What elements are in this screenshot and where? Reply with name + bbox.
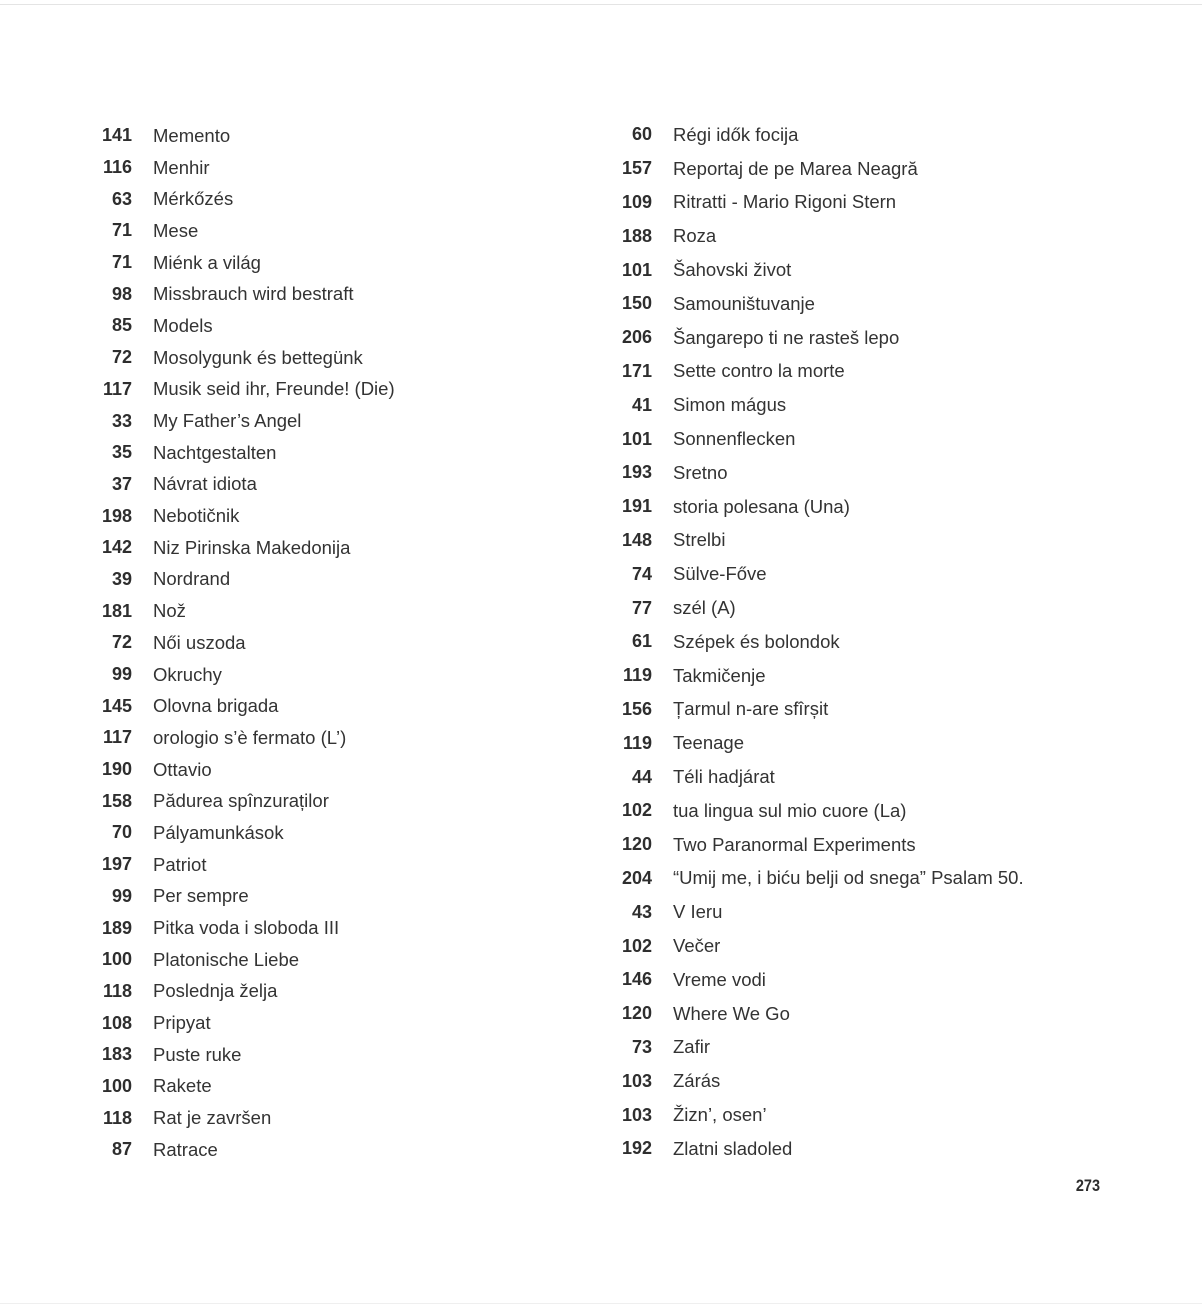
entry-title: Rat je završen <box>153 1107 272 1129</box>
index-entry <box>90 1039 550 1071</box>
index-entry <box>610 929 1170 963</box>
entry-title: Menhir <box>153 156 210 178</box>
entry-page-number: 146 <box>621 969 652 990</box>
entry-title: V Ieru <box>673 901 723 923</box>
entry-title: Šahovski život <box>673 259 792 281</box>
index-entry <box>90 1134 550 1166</box>
entry-page-number: 118 <box>102 1107 132 1128</box>
index-entry <box>90 754 550 786</box>
entry-title: tua lingua sul mio cuore (La) <box>673 799 907 821</box>
entry-title: Sette contro la morte <box>673 360 845 382</box>
entry-title: Patriot <box>153 853 207 875</box>
index-entry <box>90 152 550 184</box>
entry-page-number: 102 <box>621 800 652 821</box>
entry-page-number: 41 <box>631 394 652 415</box>
index-entry <box>90 437 550 469</box>
entry-title: Návrat idiota <box>153 473 257 495</box>
index-entry <box>90 659 550 691</box>
index-entry <box>610 422 1170 456</box>
entry-title: Nebotičnik <box>153 505 240 527</box>
entry-title: Női uszoda <box>153 631 246 653</box>
entry-page-number: 35 <box>111 442 132 463</box>
index-entry <box>610 253 1170 287</box>
index-column-left <box>90 120 550 1166</box>
entry-page-number: 158 <box>101 790 132 811</box>
entry-page-number: 73 <box>631 1036 652 1057</box>
index-entry <box>90 215 550 247</box>
entry-page-number: 197 <box>101 854 132 875</box>
entry-title: Pădurea spînzuraților <box>153 790 329 812</box>
index-entry <box>90 881 550 913</box>
index-entry <box>610 760 1170 794</box>
entry-page-number: 43 <box>631 901 652 922</box>
entry-page-number: 74 <box>631 563 652 584</box>
entry-page-number: 141 <box>101 125 132 146</box>
index-entry <box>90 1071 550 1103</box>
entry-title: Zlatni sladoled <box>673 1137 793 1159</box>
index-column-right <box>610 118 1170 1166</box>
index-entry <box>610 895 1170 929</box>
entry-page-number: 171 <box>621 360 652 381</box>
index-entry <box>610 997 1170 1031</box>
index-entry <box>610 152 1170 186</box>
entry-title: Models <box>153 314 213 336</box>
index-entry <box>90 849 550 881</box>
index-entry <box>610 456 1170 490</box>
entry-title: Mese <box>153 219 199 241</box>
index-entry <box>90 183 550 215</box>
entry-title: Pripyat <box>153 1012 211 1034</box>
index-entry <box>90 976 550 1008</box>
top-rule <box>0 4 1202 5</box>
entry-title: storia polesana (Una) <box>673 495 850 517</box>
entry-page-number: 119 <box>622 732 652 753</box>
index-entry <box>90 690 550 722</box>
entry-title: Roza <box>673 225 717 247</box>
entry-page-number: 33 <box>111 410 132 431</box>
entry-title: Ratrace <box>153 1138 218 1160</box>
entry-title: Régi idők focija <box>673 123 799 145</box>
index-entry <box>610 186 1170 220</box>
index-entry <box>90 374 550 406</box>
entry-title: Mérkőzés <box>153 188 234 210</box>
entry-page-number: 188 <box>621 225 652 246</box>
index-entry <box>610 287 1170 321</box>
entry-title: “Umij me, i biću belji od snega” Psalam 50. <box>673 867 1024 889</box>
entry-title: Poslednja želja <box>153 980 278 1002</box>
index-entry <box>90 564 550 596</box>
entry-page-number: 72 <box>111 347 132 368</box>
entry-page-number: 118 <box>102 980 132 1001</box>
entry-title: Večer <box>673 935 721 957</box>
index-entry <box>610 490 1170 524</box>
entry-title: Pitka voda i sloboda III <box>153 917 340 939</box>
entry-title: Strelbi <box>673 529 726 551</box>
index-entry <box>90 405 550 437</box>
index-entry <box>610 1132 1170 1166</box>
entry-page-number: 72 <box>111 632 132 653</box>
entry-title: Zárás <box>673 1070 721 1092</box>
entry-title: Zafir <box>673 1036 710 1058</box>
entry-title: Samouništuvanje <box>673 292 815 314</box>
entry-title: Missbrauch wird bestraft <box>153 283 354 305</box>
entry-page-number: 193 <box>621 462 652 483</box>
index-entry <box>90 817 550 849</box>
entry-title: Țarmul n-are sfîrșit <box>673 698 829 720</box>
entry-page-number: 108 <box>101 1012 132 1033</box>
entry-page-number: 117 <box>102 378 132 399</box>
entry-page-number: 77 <box>631 597 652 618</box>
entry-title: Per sempre <box>153 885 249 907</box>
index-entry <box>610 591 1170 625</box>
index-entry <box>90 278 550 310</box>
entry-page-number: 98 <box>111 283 132 304</box>
entry-title: Platonische Liebe <box>153 948 300 970</box>
entry-page-number: 103 <box>621 1070 652 1091</box>
entry-page-number: 117 <box>102 727 132 748</box>
entry-title: Musik seid ihr, Freunde! (Die) <box>153 378 395 400</box>
index-entry <box>610 862 1170 896</box>
entry-page-number: 156 <box>621 698 652 719</box>
entry-page-number: 60 <box>631 124 652 145</box>
entry-title: Pályamunkások <box>153 821 284 843</box>
entry-page-number: 181 <box>101 600 132 621</box>
entry-page-number: 100 <box>101 1075 132 1096</box>
index-entry <box>610 693 1170 727</box>
page-number: 273 <box>1075 1176 1100 1195</box>
index-entry <box>610 557 1170 591</box>
index-entry <box>90 912 550 944</box>
entry-title: Nož <box>153 600 186 622</box>
entry-title: Šangarepo ti ne rasteš lepo <box>673 326 900 348</box>
index-entry <box>610 794 1170 828</box>
entry-title: Memento <box>153 124 231 146</box>
index-entry <box>90 310 550 342</box>
index-entry <box>610 388 1170 422</box>
index-entry <box>90 785 550 817</box>
entry-page-number: 61 <box>631 631 652 652</box>
entry-page-number: 101 <box>621 428 652 449</box>
index-entry <box>610 726 1170 760</box>
entry-title: Sonnenflecken <box>673 428 796 450</box>
entry-page-number: 116 <box>102 157 132 178</box>
entry-page-number: 183 <box>101 1044 132 1065</box>
entry-title: Mosolygunk és bettegünk <box>153 346 363 368</box>
index-entry <box>610 321 1170 355</box>
entry-title: Szépek és bolondok <box>673 630 840 652</box>
entry-page-number: 63 <box>111 188 132 209</box>
index-entry <box>610 828 1170 862</box>
entry-title: Rakete <box>153 1075 212 1097</box>
entry-title: Nachtgestalten <box>153 441 277 463</box>
index-entry <box>610 625 1170 659</box>
entry-page-number: 142 <box>101 537 132 558</box>
entry-page-number: 191 <box>621 496 652 517</box>
entry-title: Where We Go <box>673 1002 790 1024</box>
entry-title: orologio s’è fermato (L’) <box>153 726 347 748</box>
index-entry <box>610 963 1170 997</box>
entry-title: Sülve-Főve <box>673 563 767 585</box>
entry-title: szél (A) <box>673 597 736 619</box>
entry-page-number: 70 <box>111 822 132 843</box>
entry-page-number: 103 <box>621 1104 652 1125</box>
index-entry <box>90 342 550 374</box>
index-entry <box>90 627 550 659</box>
index-entry <box>90 500 550 532</box>
entry-page-number: 190 <box>101 759 132 780</box>
entry-title: Vreme vodi <box>673 968 766 990</box>
entry-page-number: 71 <box>111 220 132 241</box>
entry-page-number: 101 <box>621 259 652 280</box>
entry-title: Teenage <box>673 732 744 754</box>
entry-page-number: 120 <box>621 834 652 855</box>
entry-page-number: 189 <box>101 917 132 938</box>
entry-page-number: 206 <box>621 327 652 348</box>
entry-page-number: 99 <box>111 885 132 906</box>
entry-page-number: 99 <box>111 664 132 685</box>
index-entry <box>610 355 1170 389</box>
index-entry <box>90 1102 550 1134</box>
index-entry <box>90 469 550 501</box>
index-entry <box>610 1064 1170 1098</box>
index-entry <box>610 1031 1170 1065</box>
index-entry <box>90 944 550 976</box>
entry-title: Okruchy <box>153 663 222 685</box>
entry-page-number: 192 <box>621 1138 652 1159</box>
entry-title: Sretno <box>673 461 728 483</box>
index-entry <box>90 1007 550 1039</box>
bottom-rule <box>0 1303 1202 1304</box>
index-entry <box>610 524 1170 558</box>
entry-page-number: 109 <box>621 191 652 212</box>
entry-page-number: 148 <box>621 529 652 550</box>
entry-title: Takmičenje <box>673 664 766 686</box>
entry-page-number: 198 <box>101 505 132 526</box>
entry-page-number: 102 <box>621 935 652 956</box>
index-entry <box>90 532 550 564</box>
entry-page-number: 120 <box>621 1003 652 1024</box>
index-entry <box>90 722 550 754</box>
index-entry <box>610 1098 1170 1132</box>
entry-page-number: 85 <box>111 315 132 336</box>
entry-page-number: 87 <box>111 1139 132 1160</box>
entry-title: Olovna brigada <box>153 695 279 717</box>
entry-title: Reportaj de pe Marea Neagră <box>673 157 918 179</box>
entry-title: Ritratti - Mario Rigoni Stern <box>673 191 897 213</box>
index-entry <box>90 120 550 152</box>
entry-page-number: 204 <box>621 867 652 888</box>
entry-page-number: 157 <box>621 158 652 179</box>
index-entry <box>610 659 1170 693</box>
index-entry <box>90 247 550 279</box>
entry-page-number: 37 <box>111 473 132 494</box>
entry-title: Nordrand <box>153 568 231 590</box>
entry-page-number: 119 <box>622 665 652 686</box>
entry-title: Niz Pirinska Makedonija <box>153 536 351 558</box>
entry-page-number: 71 <box>111 252 132 273</box>
entry-title: Žizn’, osen’ <box>673 1104 767 1125</box>
entry-title: Puste ruke <box>153 1043 242 1065</box>
index-entry <box>610 118 1170 152</box>
entry-title: My Father’s Angel <box>153 410 302 432</box>
entry-title: Simon mágus <box>673 394 787 416</box>
index-entry <box>610 219 1170 253</box>
entry-page-number: 100 <box>101 949 132 970</box>
entry-page-number: 150 <box>621 293 652 314</box>
entry-title: Ottavio <box>153 758 212 780</box>
entry-page-number: 39 <box>111 568 132 589</box>
index-entry <box>90 595 550 627</box>
entry-page-number: 44 <box>631 766 652 787</box>
entry-page-number: 145 <box>101 695 132 716</box>
entry-title: Two Paranormal Experiments <box>673 833 916 855</box>
entry-title: Miénk a világ <box>153 251 261 273</box>
entry-title: Téli hadjárat <box>673 766 775 788</box>
